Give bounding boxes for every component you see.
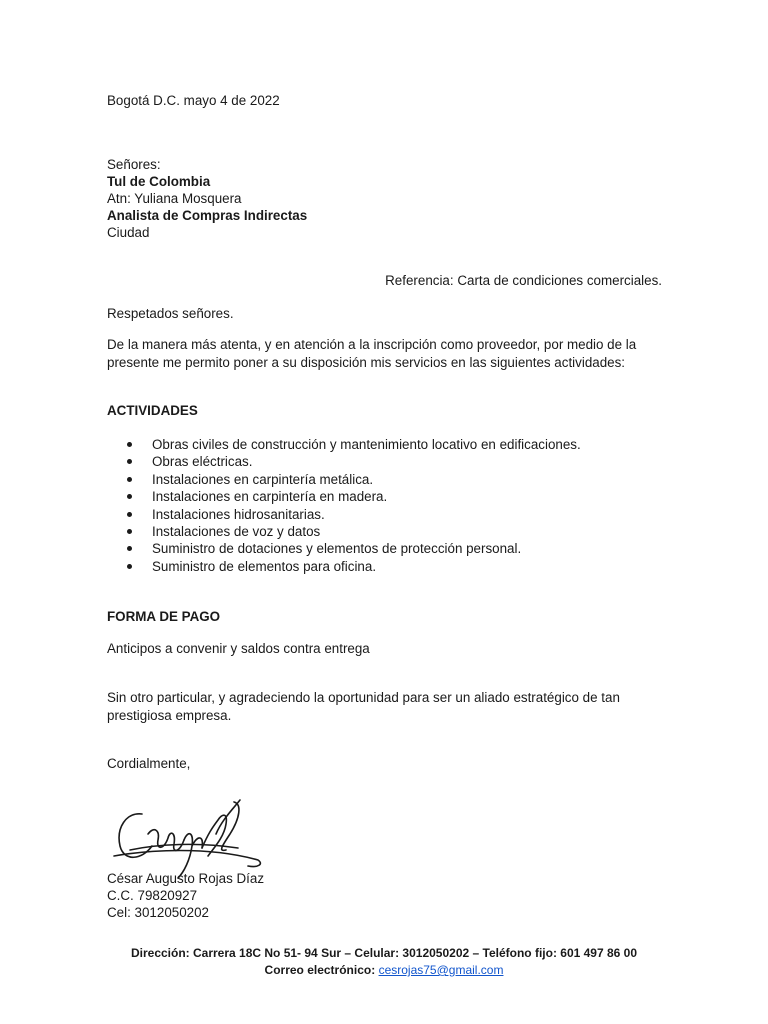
reference-line: Referencia: Carta de condiciones comerciales. — [385, 273, 662, 288]
activities-list — [107, 436, 581, 575]
bullet-icon — [127, 546, 132, 551]
activity-text: Suministro de elementos para oficina. — [152, 558, 377, 574]
bullet-icon — [127, 459, 132, 464]
activities-heading: ACTIVIDADES — [107, 403, 198, 418]
activity-text: Obras eléctricas. — [152, 454, 253, 470]
intro-paragraph: De la manera más atenta, y en atención a la inscripción como proveedor, por medio de la presente me permito poner a su disposición mis servicios en las siguientes actividades: — [107, 337, 637, 370]
bullet-icon — [127, 512, 132, 517]
bullet-icon — [127, 564, 132, 569]
payment-heading: FORMA DE PAGO — [107, 609, 221, 624]
bullet-icon — [127, 494, 132, 499]
bullet-icon — [127, 477, 132, 482]
letter-date: Bogotá D.C. mayo 4 de 2022 — [107, 93, 280, 108]
bullet-icon — [127, 529, 132, 534]
recipient-salutation: Señores: — [107, 157, 161, 172]
activity-item — [107, 436, 581, 453]
activity-text: Instalaciones hidrosanitarias. — [152, 506, 325, 522]
signer-phone: Cel: 3012050202 — [107, 905, 210, 920]
activity-item — [107, 558, 581, 575]
signer-name: César Augusto Rojas Díaz — [107, 871, 265, 886]
recipient-city: Ciudad — [107, 225, 150, 240]
activity-item — [107, 471, 581, 488]
closing-paragraph: Sin otro particular, y agradeciendo la oportunidad para ser un aliado estratégico de tan prestigiosa empresa. — [107, 690, 620, 723]
activity-item — [107, 540, 581, 557]
closing-word: Cordialmente, — [107, 756, 191, 771]
recipient-company: Tul de Colombia — [107, 174, 211, 189]
activity-text: Obras civiles de construcción y mantenimiento locativo en edificaciones. — [152, 437, 581, 452]
activity-item — [107, 488, 581, 505]
footer-email-link[interactable]: cesrojas75@gmail.com — [378, 963, 504, 977]
activity-item — [107, 506, 581, 523]
activity-text: Instalaciones en carpintería en madera. — [152, 489, 388, 505]
payment-text: Anticipos a convenir y saldos contra entrega — [107, 641, 370, 656]
activity-text: Instalaciones en carpintería metálica. — [152, 471, 374, 487]
signer-id: C.C. 79820927 — [107, 888, 198, 903]
activity-item — [107, 453, 581, 470]
footer-email-line — [0, 962, 768, 978]
activity-text: Instalaciones de voz y datos — [152, 524, 321, 540]
greeting: Respetados señores. — [107, 306, 234, 321]
recipient-attention: Atn: Yuliana Mosquera — [107, 191, 242, 206]
handwritten-signature — [108, 790, 268, 882]
footer-address: Dirección: Carrera 18C No 51- 94 Sur – Celular: 3012050202 – Teléfono fijo: 601 497 86 00 — [130, 946, 638, 960]
recipient-position: Analista de Compras Indirectas — [107, 208, 308, 223]
activity-item — [107, 523, 581, 540]
bullet-icon — [127, 442, 132, 447]
footer-email-label: Correo electrónico: — [264, 963, 379, 977]
activity-text: Suministro de dotaciones y elementos de protección personal. — [152, 541, 522, 557]
